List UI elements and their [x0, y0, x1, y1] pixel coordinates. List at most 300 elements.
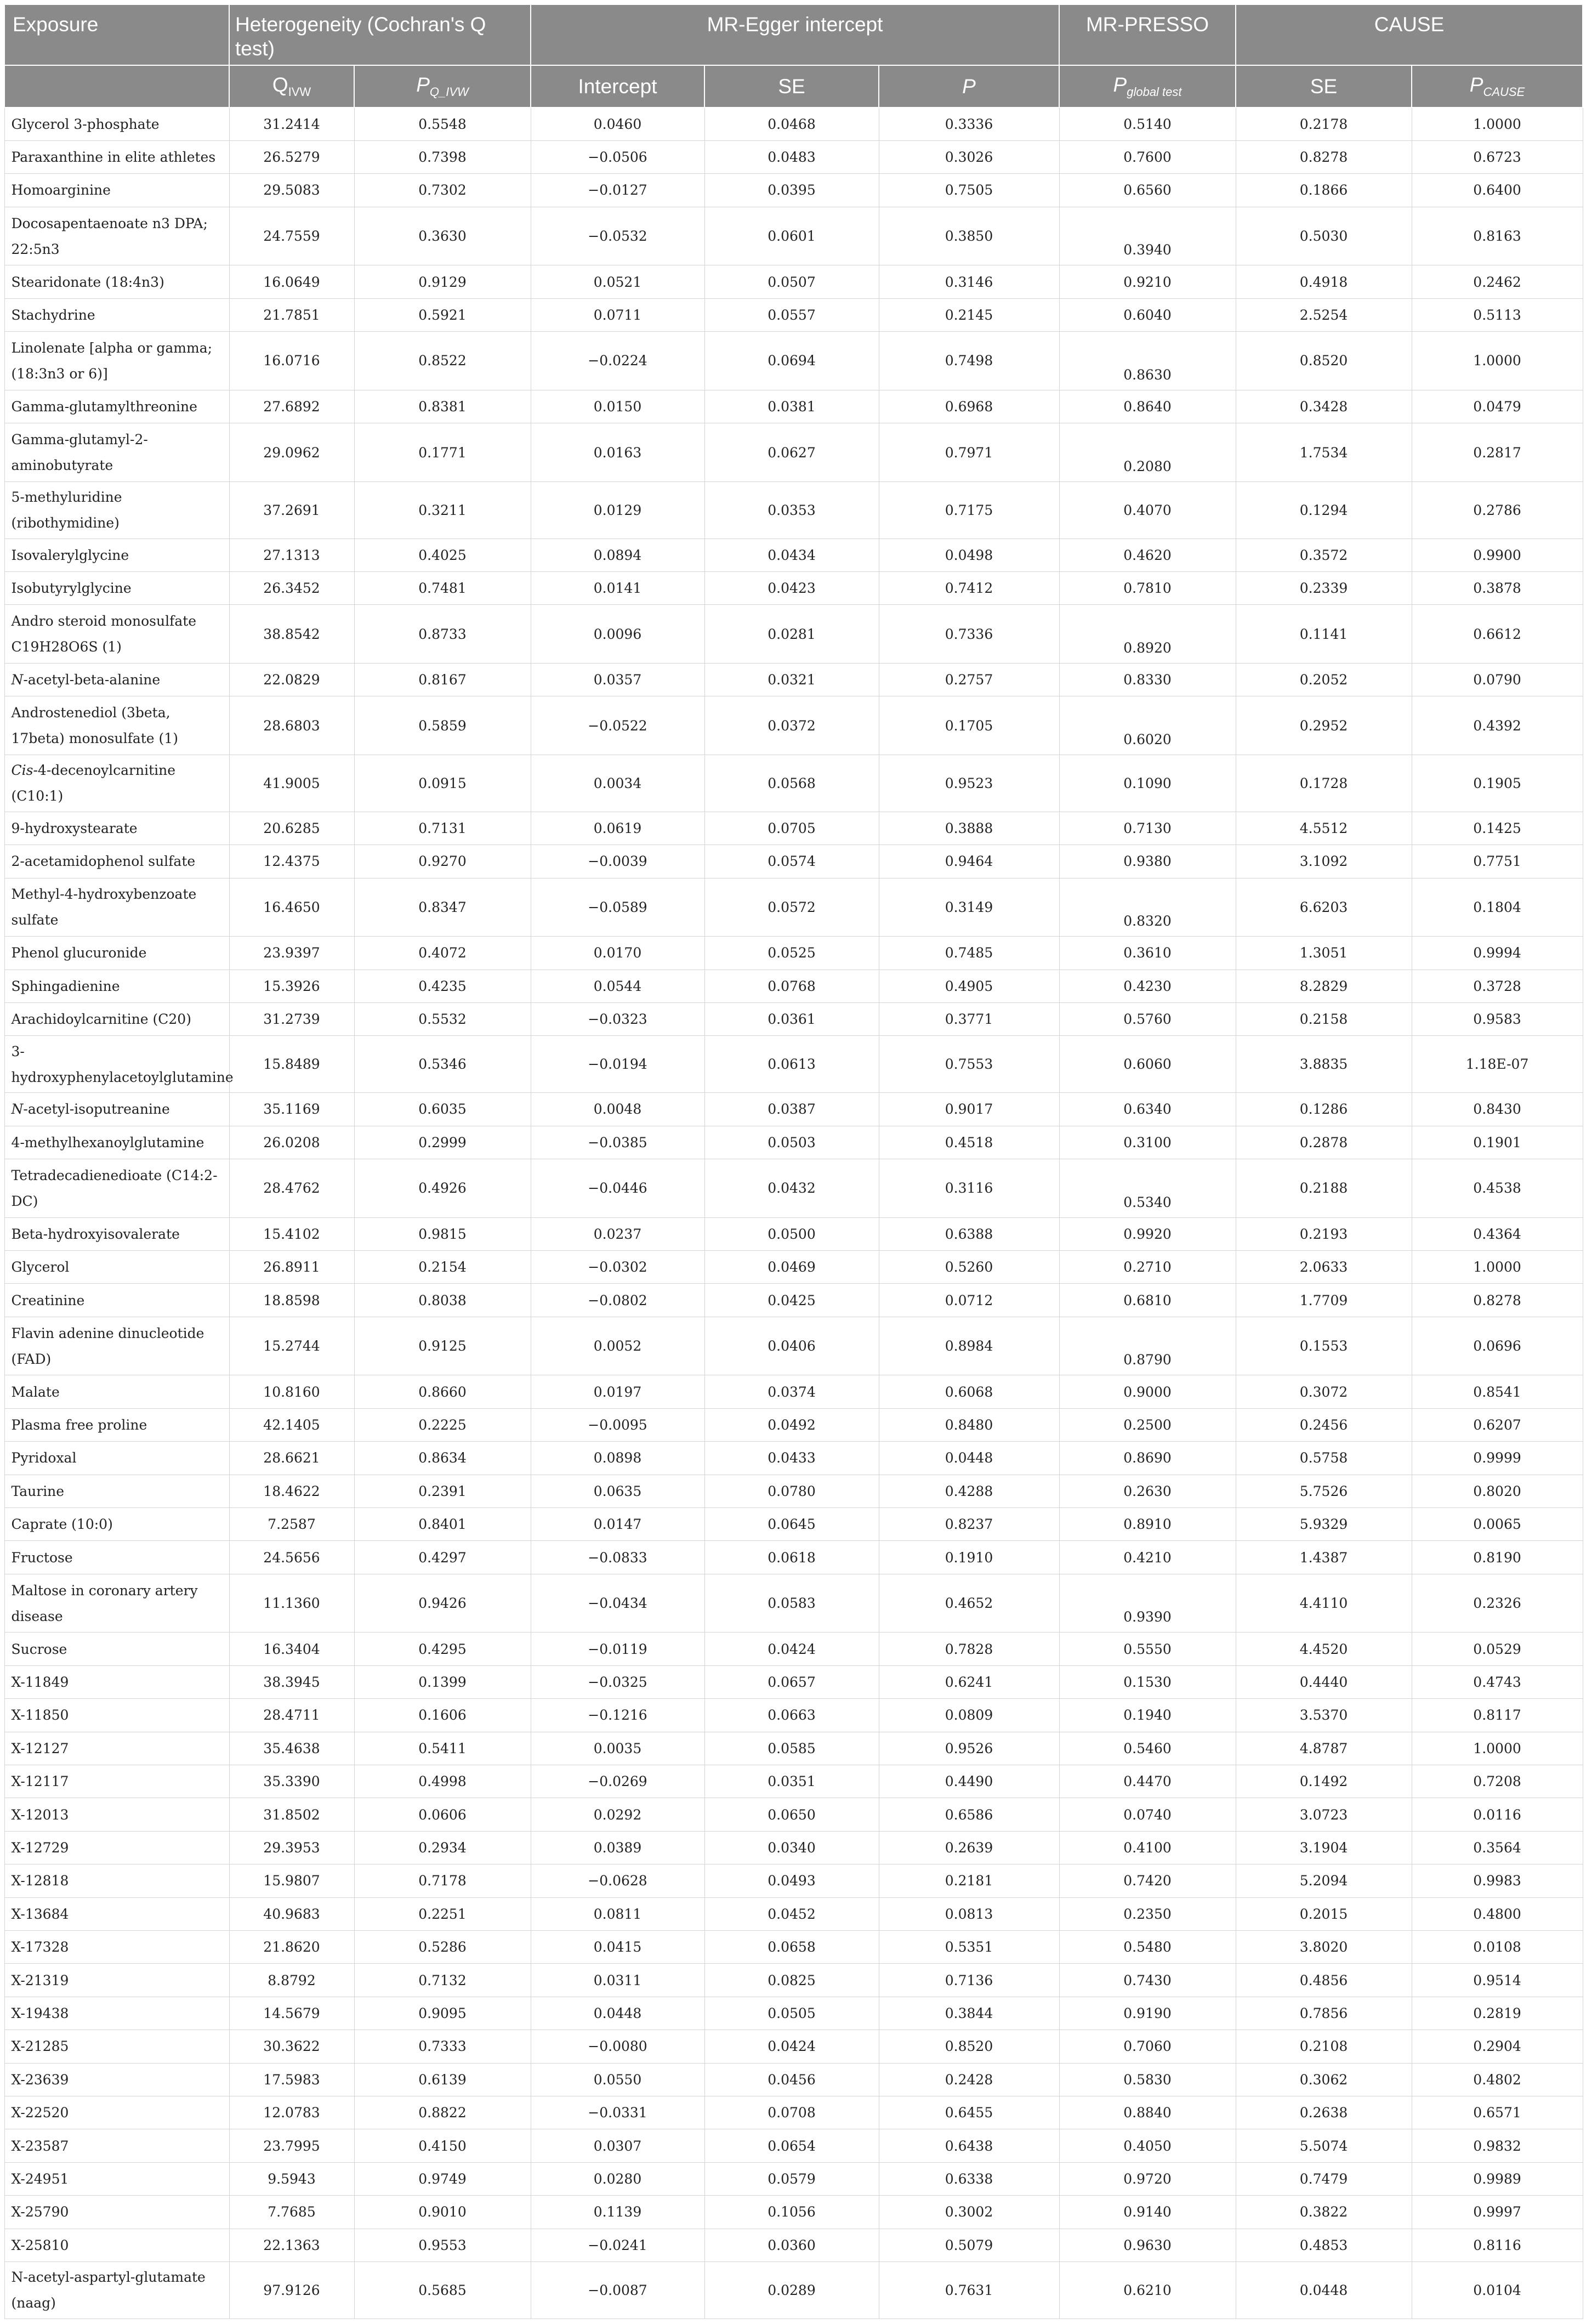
- se-cell: 0.0618: [704, 1541, 879, 1574]
- table-row: [4, 1633, 1583, 1665]
- pglobal-cell: 0.9630: [1059, 2229, 1236, 2261]
- pcause-cell: 0.2462: [1412, 265, 1583, 298]
- pcause-cell: 0.3878: [1412, 571, 1583, 604]
- pq-cell: 0.8660: [354, 1375, 531, 1408]
- table-row: [4, 1159, 1583, 1217]
- se-cell: 0.0657: [704, 1665, 879, 1698]
- table-row: [4, 1897, 1583, 1930]
- exposure-cell: Glycerol 3-phosphate: [4, 107, 229, 140]
- pglobal-cell: 0.8910: [1059, 1508, 1236, 1541]
- pq-cell: 0.4235: [354, 970, 531, 1002]
- se2-cell: 1.3051: [1236, 937, 1412, 970]
- se-cell: 0.0372: [704, 696, 879, 755]
- se-cell: 0.0627: [704, 423, 879, 482]
- p-cell: 0.2639: [879, 1831, 1059, 1864]
- pcause-cell: 0.0696: [1412, 1317, 1583, 1375]
- p-cell: 0.3850: [879, 207, 1059, 265]
- pglobal-cell: 0.3610: [1059, 937, 1236, 970]
- se2-cell: 0.8278: [1236, 140, 1412, 173]
- q-cell: 30.3622: [229, 2030, 354, 2063]
- pcause-cell: 1.0000: [1412, 107, 1583, 140]
- pglobal-cell: 0.8640: [1059, 390, 1236, 423]
- pcause-cell: 0.2817: [1412, 423, 1583, 482]
- pcause-cell: 0.0529: [1412, 1633, 1583, 1665]
- p-cell: 0.7498: [879, 332, 1059, 390]
- table-row: [4, 1765, 1583, 1798]
- pglobal-cell: 0.6210: [1059, 2261, 1236, 2319]
- header-row-groups: [4, 4, 1583, 65]
- table-row: [4, 845, 1583, 878]
- q-cell: 15.3926: [229, 970, 354, 1002]
- pglobal-cell: 0.5550: [1059, 1633, 1236, 1665]
- table-row: [4, 539, 1583, 571]
- pcause-cell: 0.1804: [1412, 878, 1583, 937]
- exposure-cell: Taurine: [4, 1475, 229, 1507]
- exposure-cell: Sucrose: [4, 1633, 229, 1665]
- exposure-cell: X-12013: [4, 1798, 229, 1831]
- intercept-cell: −0.0385: [531, 1126, 704, 1159]
- q-cell: 37.2691: [229, 481, 354, 539]
- q-cell: 12.4375: [229, 845, 354, 878]
- exposure-cell: Plasma free proline: [4, 1408, 229, 1441]
- intercept-cell: 0.0307: [531, 2129, 704, 2162]
- pq-cell: 0.2391: [354, 1475, 531, 1507]
- se2-cell: 4.4110: [1236, 1574, 1412, 1633]
- pq-cell: 0.1771: [354, 423, 531, 482]
- intercept-cell: 0.0811: [531, 1897, 704, 1930]
- pglobal-cell: 0.8320: [1059, 878, 1236, 937]
- pglobal-cell: 0.0740: [1059, 1798, 1236, 1831]
- q-cell: 16.4650: [229, 878, 354, 937]
- table-row: [4, 2096, 1583, 2129]
- exposure-cell: Docosapentaenoate n3 DPA; 22:5n3: [4, 207, 229, 265]
- pcause-cell: 0.9997: [1412, 2196, 1583, 2229]
- q-cell: 21.8620: [229, 1930, 354, 1963]
- exposure-cell: 2-acetamidophenol sulfate: [4, 845, 229, 878]
- p-cell: 0.4652: [879, 1574, 1059, 1633]
- pcause-cell: 0.4364: [1412, 1217, 1583, 1250]
- header-intercept: Intercept: [531, 65, 704, 107]
- pglobal-cell: 0.6060: [1059, 1036, 1236, 1093]
- intercept-cell: −0.0434: [531, 1574, 704, 1633]
- pq-cell: 0.1606: [354, 1699, 531, 1732]
- table-row: [4, 481, 1583, 539]
- pcause-cell: 0.4743: [1412, 1665, 1583, 1698]
- pglobal-cell: 0.7130: [1059, 812, 1236, 844]
- intercept-cell: 0.0197: [531, 1375, 704, 1408]
- header-q-ivw: $Q_{IVW}$: [229, 65, 354, 107]
- pglobal-cell: 0.7420: [1059, 1864, 1236, 1897]
- se2-cell: 4.5512: [1236, 812, 1412, 844]
- se-cell: 0.0507: [704, 265, 879, 298]
- p-cell: 0.6968: [879, 390, 1059, 423]
- table-row: [4, 1442, 1583, 1475]
- q-cell: 22.0829: [229, 664, 354, 696]
- pq-cell: 0.5921: [354, 298, 531, 331]
- se-cell: 0.0406: [704, 1317, 879, 1375]
- se2-cell: 0.0448: [1236, 2261, 1412, 2319]
- pcause-cell: 0.9583: [1412, 1003, 1583, 1036]
- pcause-cell: 0.4800: [1412, 1897, 1583, 1930]
- q-cell: 28.6621: [229, 1442, 354, 1475]
- pglobal-cell: 0.5340: [1059, 1159, 1236, 1217]
- table-row: [4, 605, 1583, 664]
- pq-cell: 0.5532: [354, 1003, 531, 1036]
- p-cell: 0.7553: [879, 1036, 1059, 1093]
- pcause-cell: 0.4538: [1412, 1159, 1583, 1217]
- pcause-cell: 0.4392: [1412, 696, 1583, 755]
- pcause-cell: 0.1905: [1412, 755, 1583, 812]
- se-cell: 0.0572: [704, 878, 879, 937]
- pq-cell: 0.5685: [354, 2261, 531, 2319]
- pglobal-cell: 0.6560: [1059, 174, 1236, 207]
- se2-cell: 0.1866: [1236, 174, 1412, 207]
- pglobal-cell: 0.9920: [1059, 1217, 1236, 1250]
- se2-cell: 0.1141: [1236, 605, 1412, 664]
- se2-cell: 6.6203: [1236, 878, 1412, 937]
- se2-cell: 0.1286: [1236, 1093, 1412, 1126]
- exposure-cell: 4-methylhexanoylglutamine: [4, 1126, 229, 1159]
- pq-cell: 0.7333: [354, 2030, 531, 2063]
- pglobal-cell: 0.2350: [1059, 1897, 1236, 1930]
- pglobal-cell: 0.7060: [1059, 2030, 1236, 2063]
- pq-cell: 0.7302: [354, 174, 531, 207]
- pcause-cell: 0.9989: [1412, 2162, 1583, 2195]
- pglobal-cell: 0.4050: [1059, 2129, 1236, 2162]
- se-cell: 0.0456: [704, 2063, 879, 2096]
- se-cell: 0.0351: [704, 1765, 879, 1798]
- se-cell: 0.0579: [704, 2162, 879, 2195]
- se-cell: 0.1056: [704, 2196, 879, 2229]
- pcause-cell: 0.8278: [1412, 1284, 1583, 1317]
- exposure-cell: Maltose in coronary artery disease: [4, 1574, 229, 1633]
- intercept-cell: −0.0095: [531, 1408, 704, 1441]
- q-cell: 40.9683: [229, 1897, 354, 1930]
- p-cell: 0.6241: [879, 1665, 1059, 1698]
- se2-cell: 4.8787: [1236, 1732, 1412, 1765]
- se2-cell: 0.2952: [1236, 696, 1412, 755]
- se-cell: 0.0353: [704, 481, 879, 539]
- exposure-cell: 3-hydroxyphenylacetoylglutamine: [4, 1036, 229, 1093]
- se2-cell: 0.7479: [1236, 2162, 1412, 2195]
- se2-cell: 1.7534: [1236, 423, 1412, 482]
- p-cell: 0.8520: [879, 2030, 1059, 2063]
- header-p: P: [879, 65, 1059, 107]
- intercept-cell: 0.0035: [531, 1732, 704, 1765]
- se-cell: 0.0613: [704, 1036, 879, 1093]
- se2-cell: 0.5030: [1236, 207, 1412, 265]
- q-cell: 18.8598: [229, 1284, 354, 1317]
- p-cell: 0.1910: [879, 1541, 1059, 1574]
- se-cell: 0.0708: [704, 2096, 879, 2129]
- intercept-cell: −0.0506: [531, 140, 704, 173]
- pcause-cell: 0.1901: [1412, 1126, 1583, 1159]
- table-row: [4, 2129, 1583, 2162]
- intercept-cell: 0.0544: [531, 970, 704, 1002]
- pglobal-cell: 0.6340: [1059, 1093, 1236, 1126]
- exposure-cell: X-12818: [4, 1864, 229, 1897]
- se2-cell: 2.5254: [1236, 298, 1412, 331]
- p-cell: 0.9526: [879, 1732, 1059, 1765]
- p-cell: 0.0498: [879, 539, 1059, 571]
- pq-cell: 0.7132: [354, 1964, 531, 1997]
- se2-cell: 8.2829: [1236, 970, 1412, 1002]
- se2-cell: 0.3572: [1236, 539, 1412, 571]
- se-cell: 0.0557: [704, 298, 879, 331]
- table-row: [4, 1217, 1583, 1250]
- pq-cell: 0.7131: [354, 812, 531, 844]
- table-row: [4, 664, 1583, 696]
- pglobal-cell: 0.4210: [1059, 1541, 1236, 1574]
- q-cell: 22.1363: [229, 2229, 354, 2261]
- table-row: [4, 1864, 1583, 1897]
- q-cell: 35.1169: [229, 1093, 354, 1126]
- pglobal-cell: 0.4070: [1059, 481, 1236, 539]
- exposure-cell: Isobutyrylglycine: [4, 571, 229, 604]
- q-cell: 29.3953: [229, 1831, 354, 1864]
- se2-cell: 0.7856: [1236, 1997, 1412, 2030]
- exposure-cell: Stearidonate (18:4n3): [4, 265, 229, 298]
- table-row: [4, 2229, 1583, 2261]
- p-cell: 0.7136: [879, 1964, 1059, 1997]
- q-cell: 42.1405: [229, 1408, 354, 1441]
- p-cell: 0.9523: [879, 755, 1059, 812]
- pcause-cell: 0.8541: [1412, 1375, 1583, 1408]
- table-row: [4, 1475, 1583, 1507]
- se-cell: 0.0654: [704, 2129, 879, 2162]
- q-cell: 18.4622: [229, 1475, 354, 1507]
- pq-cell: 0.2225: [354, 1408, 531, 1441]
- se-cell: 0.0381: [704, 390, 879, 423]
- pq-cell: 0.8167: [354, 664, 531, 696]
- se2-cell: 3.8020: [1236, 1930, 1412, 1963]
- pq-cell: 0.4025: [354, 539, 531, 571]
- intercept-cell: −0.0039: [531, 845, 704, 878]
- p-cell: 0.3844: [879, 1997, 1059, 2030]
- exposure-cell: N-acetyl-beta-alanine: [4, 664, 229, 696]
- intercept-cell: −0.0325: [531, 1665, 704, 1698]
- se-cell: 0.0503: [704, 1126, 879, 1159]
- q-cell: 23.9397: [229, 937, 354, 970]
- exposure-cell: X-12729: [4, 1831, 229, 1864]
- pglobal-cell: 0.3940: [1059, 207, 1236, 265]
- se2-cell: 0.2178: [1236, 107, 1412, 140]
- pglobal-cell: 0.9720: [1059, 2162, 1236, 2195]
- pcause-cell: 1.0000: [1412, 332, 1583, 390]
- table-row: [4, 1665, 1583, 1698]
- pq-cell: 0.5346: [354, 1036, 531, 1093]
- table-row: [4, 571, 1583, 604]
- header-mr-egger: MR-Egger intercept: [531, 4, 1059, 65]
- pglobal-cell: 0.7810: [1059, 571, 1236, 604]
- se-cell: 0.0705: [704, 812, 879, 844]
- table-row: [4, 332, 1583, 390]
- pglobal-cell: 0.9210: [1059, 265, 1236, 298]
- pglobal-cell: 0.8920: [1059, 605, 1236, 664]
- se-cell: 0.0289: [704, 2261, 879, 2319]
- se2-cell: 3.1092: [1236, 845, 1412, 878]
- intercept-cell: −0.1216: [531, 1699, 704, 1732]
- intercept-cell: 0.0711: [531, 298, 704, 331]
- intercept-cell: 0.0147: [531, 1508, 704, 1541]
- se-cell: 0.0321: [704, 664, 879, 696]
- pq-cell: 0.8038: [354, 1284, 531, 1317]
- exposure-cell: N-acetyl-aspartyl-glutamate (naag): [4, 2261, 229, 2319]
- pcause-cell: 0.8190: [1412, 1541, 1583, 1574]
- p-cell: 0.6068: [879, 1375, 1059, 1408]
- exposure-cell: Gamma-glutamyl-2-aminobutyrate: [4, 423, 229, 482]
- intercept-cell: −0.0080: [531, 2030, 704, 2063]
- q-cell: 26.5279: [229, 140, 354, 173]
- table-row: [4, 1732, 1583, 1765]
- q-cell: 35.3390: [229, 1765, 354, 1798]
- header-blank: [4, 65, 229, 107]
- pglobal-cell: 0.6020: [1059, 696, 1236, 755]
- p-cell: 0.4490: [879, 1765, 1059, 1798]
- p-cell: 0.9017: [879, 1093, 1059, 1126]
- intercept-cell: −0.0628: [531, 1864, 704, 1897]
- table-row: [4, 755, 1583, 812]
- intercept-cell: −0.0127: [531, 174, 704, 207]
- se2-cell: 0.3428: [1236, 390, 1412, 423]
- se2-cell: 3.0723: [1236, 1798, 1412, 1831]
- p-cell: 0.1705: [879, 696, 1059, 755]
- p-cell: 0.7971: [879, 423, 1059, 482]
- pq-cell: 0.7481: [354, 571, 531, 604]
- p-cell: 0.4518: [879, 1126, 1059, 1159]
- p-cell: 0.2428: [879, 2063, 1059, 2096]
- q-cell: 9.5943: [229, 2162, 354, 2195]
- q-cell: 29.5083: [229, 174, 354, 207]
- header-exposure: Exposure: [4, 4, 229, 65]
- header-row-subcolumns: [4, 65, 1583, 107]
- se-cell: 0.0452: [704, 1897, 879, 1930]
- intercept-cell: 0.0357: [531, 664, 704, 696]
- se2-cell: 0.2193: [1236, 1217, 1412, 1250]
- se2-cell: 2.0633: [1236, 1250, 1412, 1283]
- se2-cell: 1.4387: [1236, 1541, 1412, 1574]
- pglobal-cell: 0.7600: [1059, 140, 1236, 173]
- q-cell: 24.7559: [229, 207, 354, 265]
- table-body: [4, 107, 1583, 2319]
- pq-cell: 0.9010: [354, 2196, 531, 2229]
- pq-cell: 0.2251: [354, 1897, 531, 1930]
- p-cell: 0.2145: [879, 298, 1059, 331]
- p-cell: 0.7336: [879, 605, 1059, 664]
- intercept-cell: 0.0280: [531, 2162, 704, 2195]
- pcause-cell: 0.0116: [1412, 1798, 1583, 1831]
- header-heterogeneity: Heterogeneity (Cochran's Q test): [229, 4, 531, 65]
- se-cell: 0.0469: [704, 1250, 879, 1283]
- se-cell: 0.0663: [704, 1699, 879, 1732]
- p-cell: 0.2757: [879, 664, 1059, 696]
- se2-cell: 0.3062: [1236, 2063, 1412, 2096]
- exposure-cell: X-17328: [4, 1930, 229, 1963]
- se2-cell: 0.3822: [1236, 2196, 1412, 2229]
- pcause-cell: 0.8117: [1412, 1699, 1583, 1732]
- exposure-cell: X-23587: [4, 2129, 229, 2162]
- intercept-cell: 0.0292: [531, 1798, 704, 1831]
- p-cell: 0.0809: [879, 1699, 1059, 1732]
- header-p-cause: $P_{CAUSE}$: [1412, 65, 1583, 107]
- se-cell: 0.0650: [704, 1798, 879, 1831]
- exposure-cell: Linolenate [alpha or gamma; (18:3n3 or 6)]: [4, 332, 229, 390]
- pq-cell: 0.9125: [354, 1317, 531, 1375]
- pq-cell: 0.6139: [354, 2063, 531, 2096]
- intercept-cell: 0.0619: [531, 812, 704, 844]
- q-cell: 31.8502: [229, 1798, 354, 1831]
- intercept-cell: −0.0589: [531, 878, 704, 937]
- se2-cell: 4.4520: [1236, 1633, 1412, 1665]
- se2-cell: 1.7709: [1236, 1284, 1412, 1317]
- se2-cell: 3.5370: [1236, 1699, 1412, 1732]
- pcause-cell: 0.3728: [1412, 970, 1583, 1002]
- pq-cell: 0.7398: [354, 140, 531, 173]
- pq-cell: 0.9749: [354, 2162, 531, 2195]
- table-row: [4, 140, 1583, 173]
- pglobal-cell: 0.8630: [1059, 332, 1236, 390]
- se-cell: 0.0281: [704, 605, 879, 664]
- pq-cell: 0.2999: [354, 1126, 531, 1159]
- intercept-cell: 0.0460: [531, 107, 704, 140]
- intercept-cell: 0.0052: [531, 1317, 704, 1375]
- pglobal-cell: 0.9140: [1059, 2196, 1236, 2229]
- se-cell: 0.0424: [704, 2030, 879, 2063]
- se-cell: 0.0505: [704, 1997, 879, 2030]
- pglobal-cell: 0.9380: [1059, 845, 1236, 878]
- table-row: [4, 2261, 1583, 2319]
- table-row: [4, 937, 1583, 970]
- q-cell: 11.1360: [229, 1574, 354, 1633]
- pq-cell: 0.4926: [354, 1159, 531, 1217]
- q-cell: 7.2587: [229, 1508, 354, 1541]
- pcause-cell: 0.7751: [1412, 845, 1583, 878]
- pcause-cell: 0.0479: [1412, 390, 1583, 423]
- exposure-cell: Andro steroid monosulfate C19H28O6S (1): [4, 605, 229, 664]
- table-row: [4, 1930, 1583, 1963]
- pq-cell: 0.8347: [354, 878, 531, 937]
- pq-cell: 0.5411: [354, 1732, 531, 1765]
- se2-cell: 0.2638: [1236, 2096, 1412, 2129]
- q-cell: 15.2744: [229, 1317, 354, 1375]
- q-cell: 31.2739: [229, 1003, 354, 1036]
- intercept-cell: −0.0194: [531, 1036, 704, 1093]
- intercept-cell: −0.0323: [531, 1003, 704, 1036]
- p-cell: 0.4288: [879, 1475, 1059, 1507]
- se2-cell: 0.2015: [1236, 1897, 1412, 1930]
- exposure-cell: Cis-4-decenoylcarnitine (C10:1): [4, 755, 229, 812]
- pglobal-cell: 0.5830: [1059, 2063, 1236, 2096]
- exposure-cell: X-25810: [4, 2229, 229, 2261]
- p-cell: 0.0712: [879, 1284, 1059, 1317]
- pglobal-cell: 0.8840: [1059, 2096, 1236, 2129]
- exposure-cell: Gamma-glutamylthreonine: [4, 390, 229, 423]
- pcause-cell: 0.0790: [1412, 664, 1583, 696]
- pglobal-cell: 0.2710: [1059, 1250, 1236, 1283]
- intercept-cell: 0.0311: [531, 1964, 704, 1997]
- se-cell: 0.0492: [704, 1408, 879, 1441]
- p-cell: 0.7505: [879, 174, 1059, 207]
- intercept-cell: −0.0522: [531, 696, 704, 755]
- pcause-cell: 0.9983: [1412, 1864, 1583, 1897]
- pq-cell: 0.8634: [354, 1442, 531, 1475]
- pq-cell: 0.9553: [354, 2229, 531, 2261]
- exposure-cell: X-24951: [4, 2162, 229, 2195]
- se-cell: 0.0645: [704, 1508, 879, 1541]
- intercept-cell: 0.0150: [531, 390, 704, 423]
- pq-cell: 0.8733: [354, 605, 531, 664]
- p-cell: 0.3116: [879, 1159, 1059, 1217]
